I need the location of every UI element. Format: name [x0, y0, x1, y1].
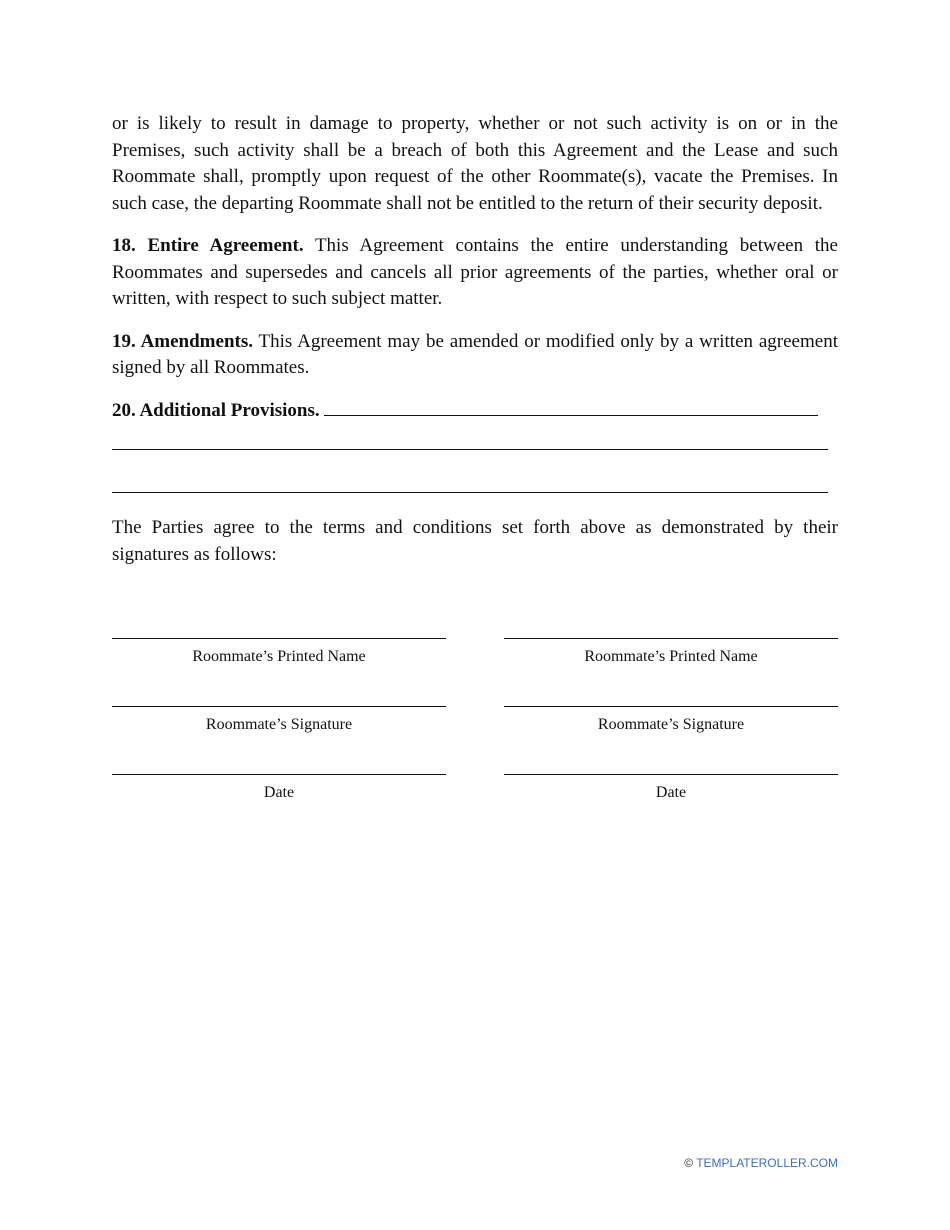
right-signature-label: Roommate’s Signature — [597, 716, 745, 733]
right-date-field[interactable] — [504, 774, 838, 802]
right-printed-name-field[interactable] — [504, 638, 838, 666]
left-date-field[interactable] — [112, 774, 446, 802]
left-signature-label: Roommate’s Signature — [205, 716, 353, 733]
signature-block — [112, 638, 838, 802]
paragraph-20-additional-provisions — [112, 398, 838, 425]
paragraph-19-body: This Agreement may be amended or modified only by a written agreement signed by all Roommates. — [112, 330, 838, 378]
right-printed-name-line — [504, 638, 838, 639]
signature-row-date — [112, 774, 838, 802]
copyright-symbol: © — [684, 1156, 694, 1170]
paragraph-19-amendments — [112, 329, 838, 382]
right-signature-field[interactable] — [504, 706, 838, 734]
left-printed-name-label: Roommate’s Printed Name — [192, 648, 366, 665]
left-date-line — [112, 774, 446, 775]
provisions-fill-line-1[interactable] — [324, 414, 818, 416]
signature-row-signature — [112, 706, 838, 734]
left-printed-name-field[interactable] — [112, 638, 446, 666]
right-signature-line — [504, 706, 838, 707]
left-signature-line — [112, 706, 446, 707]
paragraph-18-body: This Agreement contains the entire understanding between the Roommates and supersedes and cancels all prior agreements of the parties, whether oral or written, with respect to such subject matter. — [112, 235, 838, 309]
paragraph-18-entire-agreement — [112, 233, 838, 313]
templateroller-link[interactable]: TEMPLATEROLLER.COM — [696, 1156, 838, 1170]
paragraph-17-continuation: or is likely to result in damage to property, whether or not such activity is on or in the Premises, such activity shall be a breach of both this Agreement and the Lease and such Roommate shall, promptly upon request of the other Roommate(s), vacate the Premises. In such case, the departing Roommate shall not be entitled to the return of their security deposit. — [112, 113, 838, 214]
right-date-label: Date — [655, 784, 687, 801]
right-date-line — [504, 774, 838, 775]
document-body — [112, 111, 838, 568]
signature-row-printed-name — [112, 638, 838, 666]
left-signature-field[interactable] — [112, 706, 446, 734]
paragraph-18-title: 18. Entire Agreement. — [112, 235, 304, 256]
provisions-fill-line-3[interactable] — [112, 492, 828, 493]
right-printed-name-label: Roommate’s Printed Name — [584, 648, 758, 665]
footer-credit — [684, 1156, 838, 1170]
paragraph-20-title: 20. Additional Provisions. — [112, 399, 320, 421]
paragraph-19-title: 19. Amendments. — [112, 330, 253, 352]
provisions-fill-line-2[interactable] — [112, 449, 828, 450]
left-printed-name-line — [112, 638, 446, 639]
closing-statement: The Parties agree to the terms and conditions set forth above as demonstrated by their signatures as follows: — [112, 517, 838, 565]
left-date-label: Date — [263, 784, 295, 801]
